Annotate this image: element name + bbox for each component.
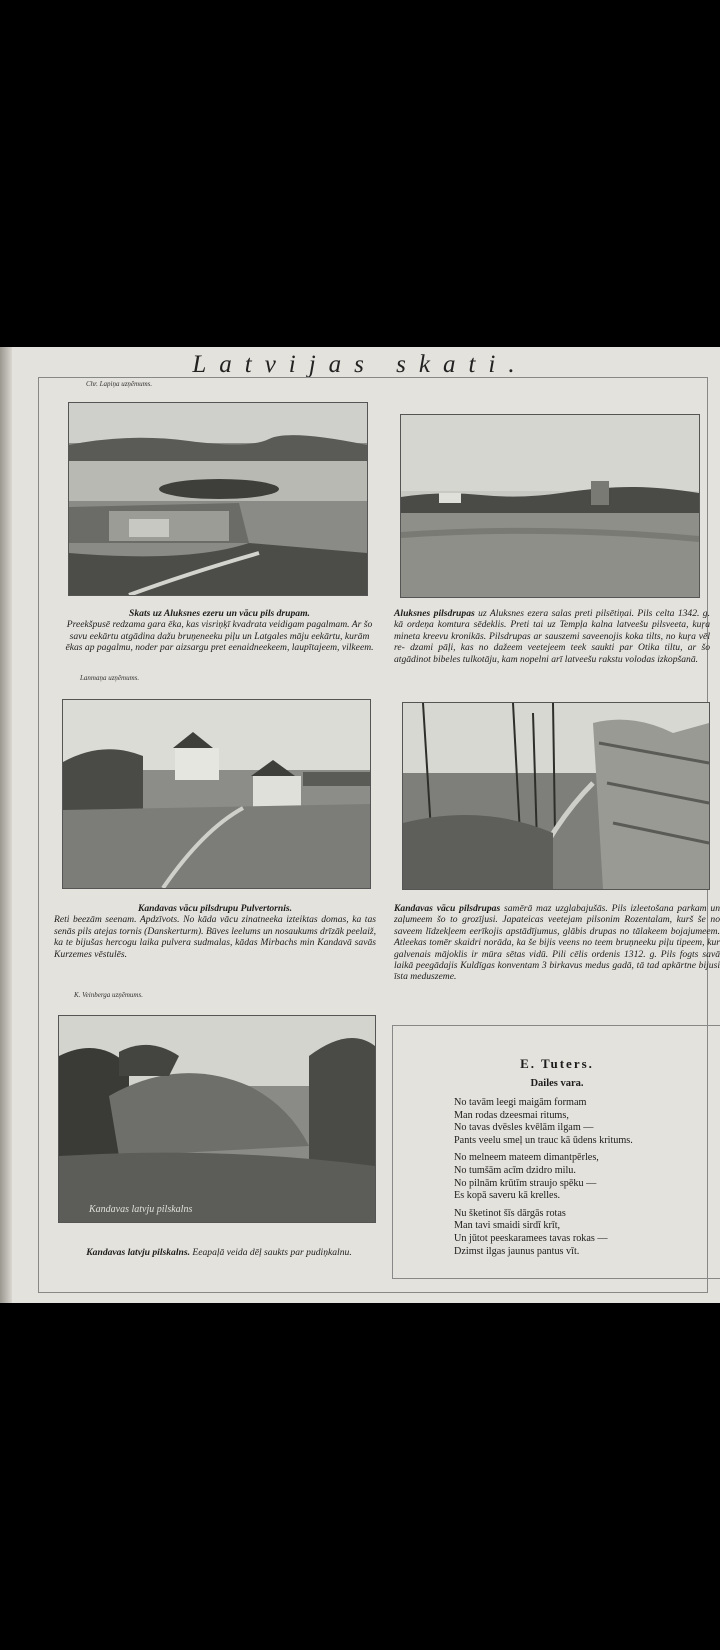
poem-stanza <box>454 1097 720 1147</box>
poem-line: Pants veelu smeļ un trauc kā ūdens kritums. <box>454 1134 633 1146</box>
caption-title: Kandavas vācu pilsdrupu Pulvertornis. <box>137 903 293 914</box>
photo-caption <box>394 903 720 983</box>
poem-line: Nu šketinot šīs dārgās rotas <box>454 1207 566 1219</box>
caption-title: Kandavas vācu pilsdrupas <box>394 903 501 914</box>
page-title: Latvijas skati. <box>192 351 528 378</box>
poem-line: No tumšām acīm dzidro milu. <box>454 1164 576 1176</box>
poem-title: Dailes vara. <box>530 1078 584 1089</box>
caption-text: samērā maz uzglabajušās. Pils izleetošana parkam un zaļumeem šo to grozījusi. Japateicas veetejam pilsonim Rozentalam, kurš še no saveem līdzekļeem eerīkojis apstādījumus, glābis drupas no tālakeem bojajumeem. Atleekas tomēr skaidri norāda, ka še bijis veens no teem bruņneeku piļu tipeem, kur galvenais mājoklis ir mūra sētas vidū. Pili cēlis ordenis 1312. g. Pils fogts savā laikā peegādajis Kuldīgas konventam 3 birkavus medus gadā, tā tad apkārtne bijusi īsta meduszeme. <box>394 903 720 983</box>
caption-text: Preekšpusē redzama gara ēka, kas visriņķī kvadrata veidigam pagalmam. Ar šo savu eekārtu atgādina dažu bruņeneeku piļu un Latgales māju eekārtu, kurām ēkas ap pagalmu, noder par aizsargu pret eenaidneekeem, laupītajeem, vilkeem. <box>65 619 374 654</box>
photo-caption <box>62 608 377 654</box>
poem-line: No pilnām krūtīm straujo spēku — <box>454 1177 597 1189</box>
poem-author: E. Tuters. <box>520 1056 594 1071</box>
poem-line: Un jūtot peeskaramees tavas rokas — <box>454 1232 608 1244</box>
poem-line: Man tavi smaidi sirdī krīt, <box>454 1220 561 1232</box>
poem-stanza <box>454 1152 720 1202</box>
caption-text: Reti beezām seenam. Apdzīvots. No kāda vācu zinatneeka izteiktas domas, ka tas senās pils atejas tornis (Danskerturm). Būves leelums un nosaukums drīzāk peelaiž, ka te bijušas hercogu laika pulvera sudmalas, kādas Mirbachs min Kandavā savās Kurzemes vēstulēs. <box>54 914 376 960</box>
photo-caption <box>54 903 376 960</box>
photo-aluksne-castle-ruins <box>400 414 700 598</box>
caption-title: Skats uz Aluksnes ezeru un vācu pils drupam. <box>129 608 310 619</box>
svg-text:Kandavas latvju pilskalns: Kandavas latvju pilskalns <box>89 1204 193 1215</box>
poem-line: Dzimst ilgas jaunus pantus vīt. <box>454 1245 580 1257</box>
magazine-page <box>0 347 720 1303</box>
photo-credit: Lanmaņa uzņēmums. <box>80 674 140 682</box>
photo-credit: K. Veinberga uzņēmums. <box>74 991 143 999</box>
poem-line: No melneem mateem dimantpērles, <box>454 1152 599 1164</box>
caption-text: Eeapaļā veida dēļ saukts par pudiņkalnu. <box>192 1247 352 1258</box>
poem-line: Man rodas dzeesmai ritums, <box>454 1109 569 1121</box>
photo-kandava-powder-tower <box>62 699 371 889</box>
photo-kandava-hillfort <box>58 1015 376 1223</box>
caption-title: Aluksnes pilsdrupas <box>394 608 475 619</box>
photo-aluksne-lake <box>68 402 368 596</box>
caption-title: Kandavas latvju pilskalns. <box>86 1247 190 1258</box>
photo-caption <box>60 1247 378 1258</box>
poem-line: Es kopā saveru kā krelles. <box>454 1190 561 1202</box>
poem-body <box>454 1097 720 1263</box>
photo-credit: Chr. Lapiņa uzņēmums. <box>86 380 153 388</box>
poem-line: No tavas dvēsles kvēlām ilgam — <box>454 1122 594 1134</box>
caption-text: uz Aluksnes ezera salas preti pilsētiņai. Pils celta 1342. g. kā ordeņa komtura sēdeklis. Preti tai uz Tempļa kalna latveešu pilsveeta, kuŗa mineta kreevu kronikās. Pilsdrupas ar sauszemi saveenojis koka tilts, no kuŗa vēl re- dzami pāļi, kas no dažeem veetejeem teek saukti par Otika tiltu, ar šo atgādinot bibeles tulkotāju, kam nopelni arī latveešu rakstu volodas izkopšanā. <box>394 608 711 665</box>
page-binding-shadow <box>0 347 12 1303</box>
poem-line: No tavām leegi maigām formam <box>454 1097 587 1108</box>
photo-kandava-castle-ruins <box>402 702 710 890</box>
photo-caption <box>394 608 710 665</box>
poem-stanza <box>454 1208 720 1258</box>
